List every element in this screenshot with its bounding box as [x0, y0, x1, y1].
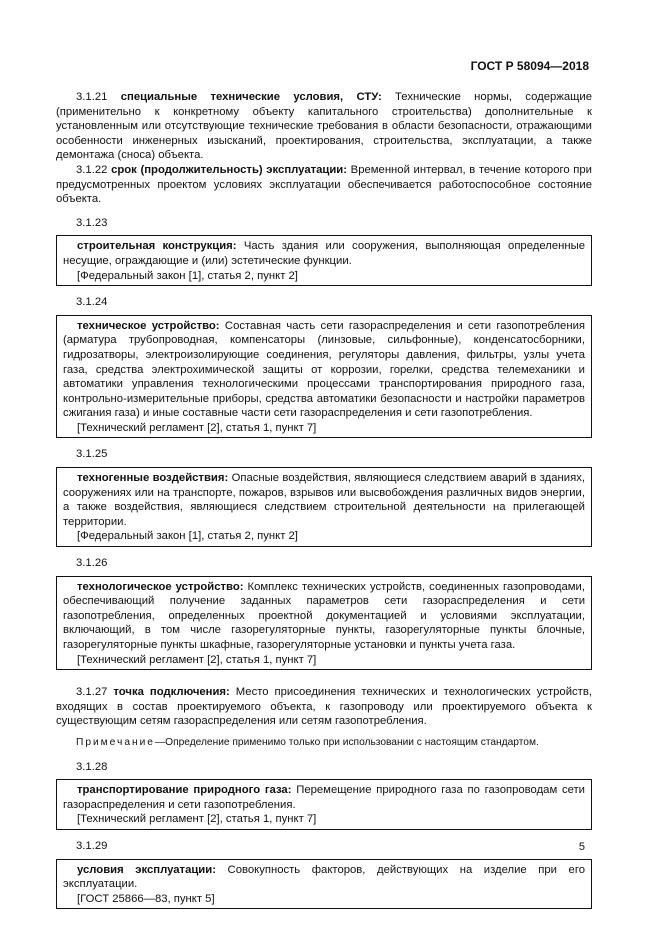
entry-text — [63, 863, 585, 892]
standard-code: ГОСТ Р 58094—2018 — [470, 59, 589, 73]
note-text: —Определение применимо только при использовании с настоящим стандартом. — [154, 736, 539, 748]
entry-number: 3.1.22 — [76, 163, 108, 176]
entry-definition: Совокупность факторов, действующих на изделие при его эксплуатации. — [63, 863, 585, 891]
entry-text — [63, 319, 585, 421]
term-box-3-1-29 — [56, 859, 592, 910]
entry-3-1-21 — [56, 90, 592, 163]
entry-3-1-22 — [56, 163, 592, 207]
entry-source: [Технический регламент [2], статья 1, пункт 7] — [77, 653, 317, 666]
entry-number: 3.1.21 — [76, 91, 108, 103]
term-box-3-1-28 — [56, 779, 592, 830]
entry-text — [63, 580, 585, 653]
entry-definition: Комплекс технических устройств, соединенных газопроводами, обеспечивающий получение заданных параметров сети газораспределения и сети газопотребления, определенных проектной документацией и условиями эксплуатации, включающий, в том числе газорегуляторные пункты, газорегуляторные пункты блочные, газорегуляторные пункты шкафные, газорегуляторные установки и пункты учета газа. — [63, 580, 586, 651]
entry-number: 3.1.29 — [76, 839, 108, 852]
entry-term: транспортирование природного газа: — [77, 784, 292, 797]
entry-term: срок (продолжительность) эксплуатации: — [111, 163, 348, 176]
entry-number: 3.1.28 — [76, 760, 108, 773]
term-box-3-1-24 — [56, 315, 592, 439]
term-box-3-1-23 — [56, 235, 592, 286]
entry-definition: Перемещение природного газа по газопроводам сети газораспределения и сети газопотребления. — [63, 784, 585, 811]
entry-text — [63, 783, 585, 812]
entry-number: 3.1.27 — [76, 686, 108, 699]
entry-term: техногенные воздействия: — [77, 472, 229, 485]
entry-definition: Часть здания или сооружения, выполняющая определенные несущие, ограждающие и (или) эстетические функции. — [63, 240, 586, 267]
entry-definition: Опасные воздействия, являющиеся следствием аварий в зданиях, сооружениях или на транспорте, пожаров, взрывов или высвобождения различных видов энергии, а также воздействия, являющиеся следствием строительной деятельности на прилегающей территории. — [63, 472, 586, 528]
entry-number: 3.1.26 — [76, 557, 108, 570]
entry-text — [63, 239, 585, 268]
document-body — [56, 90, 592, 917]
entry-source: [ГОСТ 25866—83, пункт 5] — [77, 892, 215, 905]
entry-number: 3.1.24 — [76, 296, 108, 309]
entry-term: специальные технические условия, СТУ: — [120, 91, 382, 103]
entry-text — [63, 471, 585, 529]
entry-definition: Временной интервал, в течение которого при предусмотренных проектом условиях эксплуатации обеспечивается работоспособное состояние объекта. — [56, 163, 592, 206]
entry-term: условия эксплуатации: — [77, 863, 216, 876]
entry-number: 3.1.23 — [76, 216, 108, 229]
entry-term: строительная конструкция: — [77, 240, 237, 253]
entry-source: [Федеральный закон [1], статья 2, пункт 2] — [77, 269, 298, 282]
term-box-3-1-25 — [56, 467, 592, 547]
page-number: 5 — [578, 841, 585, 853]
entry-source: [Федеральный закон [1], статья 2, пункт 2] — [77, 530, 298, 543]
entry-3-1-27 — [56, 685, 592, 729]
note-label: Примечание — [76, 736, 155, 748]
entry-term: техническое устройство: — [77, 319, 220, 332]
entry-term: точка подключения: — [113, 686, 230, 699]
term-box-3-1-26 — [56, 576, 592, 671]
entry-definition: Технические нормы, содержащие (применительно к конкретному объекту капитального строительства) дополнительные к установленным или отсутствующие технические требования в области безопасности, отражающими особенности инженерных изысканий, проектирования, строительства, эксплуатации, а также демонтажа (сноса) объекта. — [56, 91, 592, 162]
entry-term: технологическое устройство: — [77, 580, 244, 593]
entry-number: 3.1.25 — [76, 448, 108, 461]
entry-definition: Составная часть сети газораспределения и сети газопотребления (арматура трубопроводная, компенсаторы (линзовые, сильфонные), конденсатосборники, гидрозатворы, электроизолирующие соединения, регуляторы давления, фильтры, узлы учета газа, средства электрохимической защиты от коррозии, горелки, средства телемеханики и автоматики управления технологическими процессами транспортирования природного газа, контрольно-измерительные приборы, средства автоматики безопасности и настройки параметров сжигания газа) и иные составные части сети газораспределения и сети газопотребления. — [63, 319, 586, 420]
entry-source: [Технический регламент [2], статья 1, пункт 7] — [77, 813, 317, 826]
entry-definition: Место присоединения технических и технологических устройств, входящих в состав проектируемого объекта, к газопроводу или проектируемого объекта к существующим сетям газораспределения или сетям газопотребления. — [56, 686, 592, 728]
note — [56, 736, 592, 751]
entry-source: [Технический регламент [2], статья 1, пункт 7] — [77, 421, 317, 434]
